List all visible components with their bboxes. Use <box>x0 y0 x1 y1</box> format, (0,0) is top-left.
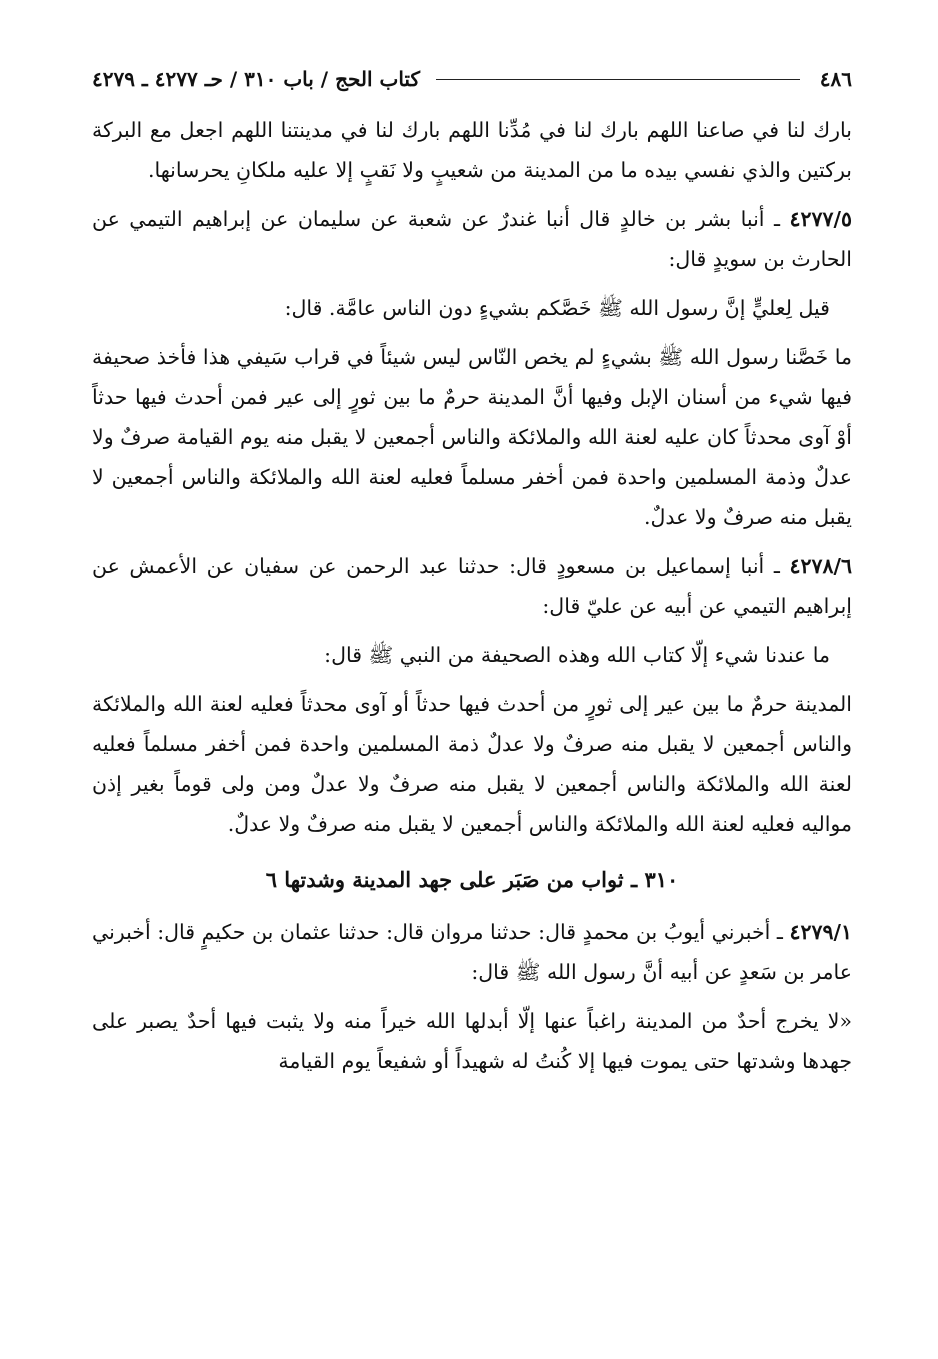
hadith-number: ٤٢٧٨/٦ <box>789 554 852 578</box>
page-header <box>92 62 852 96</box>
hadith-4277-question: قيل لِعليٍّ إنَّ رسول الله ﷺ خَصَّكم بشيءٍ دون الناس عامَّة. قال: <box>284 296 830 320</box>
header-rule <box>436 79 800 80</box>
hadith-number: ٤٢٧٧/٥ <box>789 207 852 231</box>
hadith-4278-statement: ما عندنا شيء إلّا كتاب الله وهذه الصحيفة من النبي ﷺ قال: <box>324 643 830 667</box>
hadith-4279-isnad <box>92 912 852 992</box>
hadith-4277-matn: ما خَصَّنا رسول الله ﷺ بشيءٍ لم يخص النّاس ليس شيئاً في قراب سَيفي هذا فأخذ صحيفة فيها شيء من أسنان الإبل وفيها أنَّ المدينة حرمٌ ما بين ثورٍ إلى عير فمن أحدث فيها حدثاً أوْ آوى محدثاً كان عليه لعنة الله والملائكة والناس أجمعين لا يقبل منه يوم القيامة صرفٌ ولا عدلٌ وذمة المسلمين واحدة فمن أخفر مسلماً فعليه لعنة الله والملائكة والناس أجمعين لا يقبل منه صرفٌ ولا عدلٌ. <box>92 345 852 529</box>
isnad-text: ـ أنبا بشر بن خالدٍ قال أنبا غندرٌ عن شعبة عن سليمان عن إبراهيم التيمي عن الحارث بن سويدٍ قال: <box>92 207 852 271</box>
page-number: ٤٨٦ <box>819 67 852 91</box>
isnad-text: ـ أخبرني أيوبُ بن محمدٍ قال: حدثنا مروان قال: حدثنا عثمان بن حكيمٍ قال: أخبرني عامر بن سَعدٍ عن أبيه أنَّ رسول الله ﷺ قال: <box>92 920 852 984</box>
isnad-text: ـ أنبا إسماعيل بن مسعودٍ قال: حدثنا عبد الرحمن عن سفيان عن الأعمش عن إبراهيم التيمي عن أبيه عن عليّ قال: <box>92 554 852 618</box>
chapter-heading: ٣١٠ ـ ثواب من صَبَر على جهد المدينة وشدتها ٦ <box>265 867 679 892</box>
paragraph-continuation: بارك لنا في صاعنا اللهم بارك لنا في مُدِّنا اللهم بارك لنا في مدينتنا اللهم اجعل مع البركة بركتين والذي نفسي بيده ما من المدينة من شعيبٍ ولا نَقبٍ إلا عليه ملكانِ يحرسانها. <box>92 118 852 182</box>
hadith-4277-isnad <box>92 199 852 279</box>
hadith-number: ٤٢٧٩/١ <box>789 920 852 944</box>
hadith-4278-matn: المدينة حرمٌ ما بين عير إلى ثورٍ من أحدث فيها حدثاً أو آوى محدثاً فعليه لعنة الله والملائكة والناس أجمعين لا يقبل منه صرفٌ ولا عدلٌ ذمة المسلمين واحدة فمن أخفر مسلماً فعليه لعنة الله والملائكة والناس أجمعين لا يقبل منه صرفٌ ولا عدلٌ ومن ولى قوماً بغير إذن مواليه فعليه لعنة الله والملائكة والناس أجمعين لا يقبل منه صرفٌ ولا عدلٌ. <box>92 692 852 836</box>
hadith-4279-matn: «لا يخرج أحدٌ من المدينة راغباً عنها إلّا أبدلها الله خيراً منه ولا يثبت فيها أحدٌ يصبر على جهدها وشدتها حتى يموت فيها إلا كُنتُ له شهيداً أو شفيعاً يوم القيامة <box>92 1009 852 1073</box>
hadith-4278-isnad <box>92 546 852 626</box>
page-body <box>92 110 852 1090</box>
running-title: كتاب الحج / باب ٣١٠ / حـ ٤٢٧٧ ـ ٤٢٧٩ <box>92 67 420 91</box>
